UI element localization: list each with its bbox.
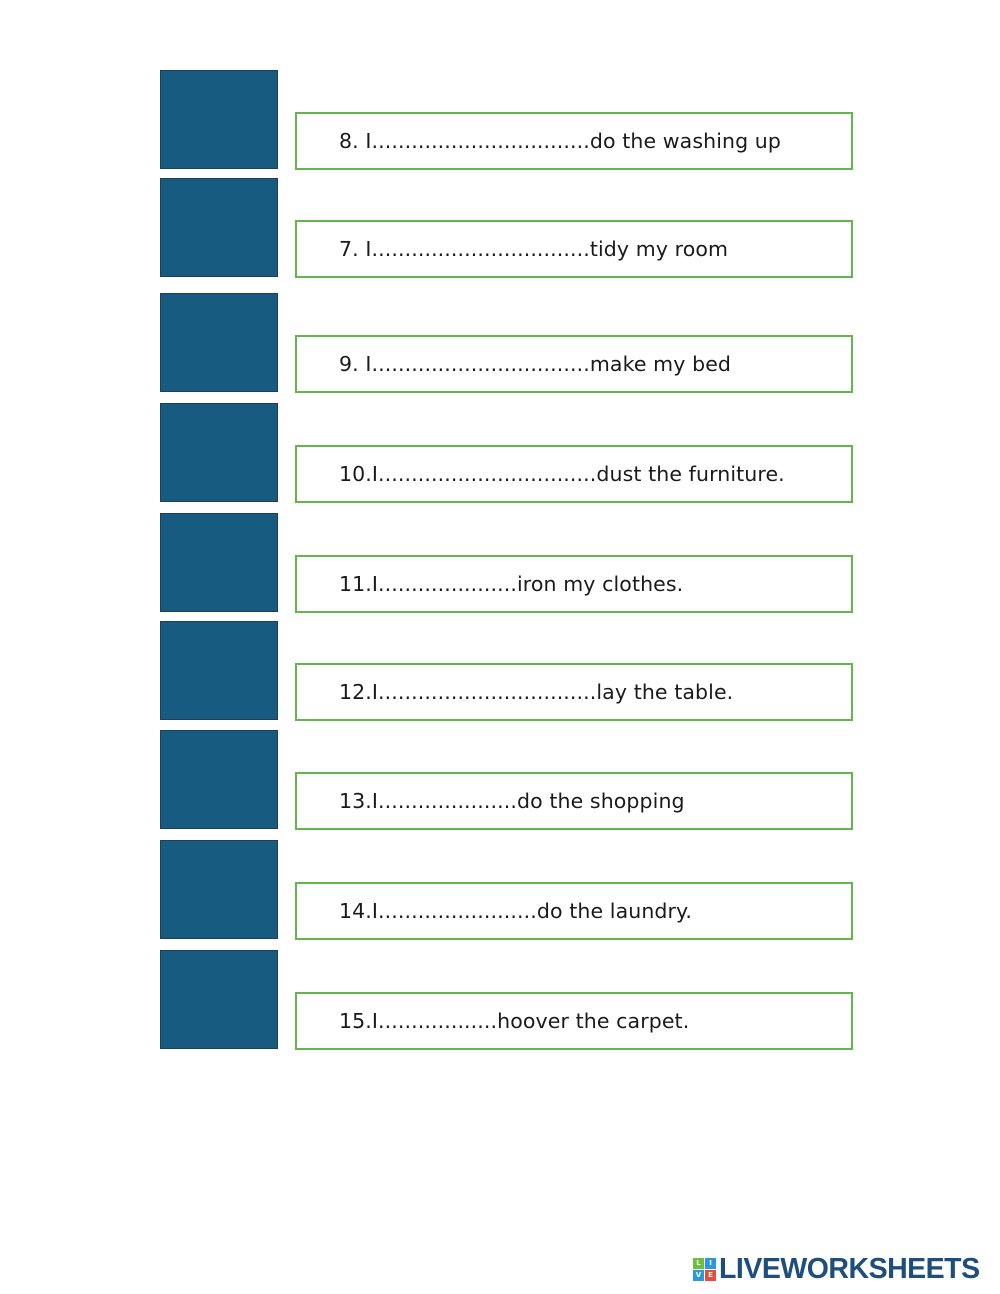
answer-drop-zone[interactable] [160,621,278,720]
sentence-text: 13.I.....................do the shopping [339,789,685,813]
answer-drop-zone[interactable] [160,70,278,169]
sentence-text: 14.I........................do the laundry. [339,899,692,923]
sentence-text: 15.I..................hoover the carpet. [339,1009,690,1033]
answer-drop-zone[interactable] [160,950,278,1049]
sentence-text: 7. I.................................tidy my room [339,237,729,261]
sentence-text: 8. I.................................do the washing up [339,129,782,153]
sentence-box [295,112,853,170]
sentence-box [295,882,853,940]
sentence-box [295,335,853,393]
sentence-box [295,445,853,503]
sentence-box [295,992,853,1050]
sentence-text: 11.I.....................iron my clothes. [339,572,684,596]
sentence-box [295,555,853,613]
sentence-box [295,663,853,721]
answer-drop-zone[interactable] [160,840,278,939]
sentence-text: 10.I.................................dust the furniture. [339,462,785,486]
logo-mark-icon: L I V E [693,1258,716,1281]
answer-drop-zone[interactable] [160,293,278,392]
answer-drop-zone[interactable] [160,178,278,277]
answer-drop-zone[interactable] [160,513,278,612]
sentence-box [295,772,853,830]
sentence-box [295,220,853,278]
sentence-text: 12.I.................................lay the table. [339,680,734,704]
liveworksheets-logo [693,1252,980,1285]
sentence-text: 9. I.................................make my bed [339,352,732,376]
logo-text: LIVEWORKSHEETS [719,1252,980,1285]
answer-drop-zone[interactable] [160,403,278,502]
answer-drop-zone[interactable] [160,730,278,829]
